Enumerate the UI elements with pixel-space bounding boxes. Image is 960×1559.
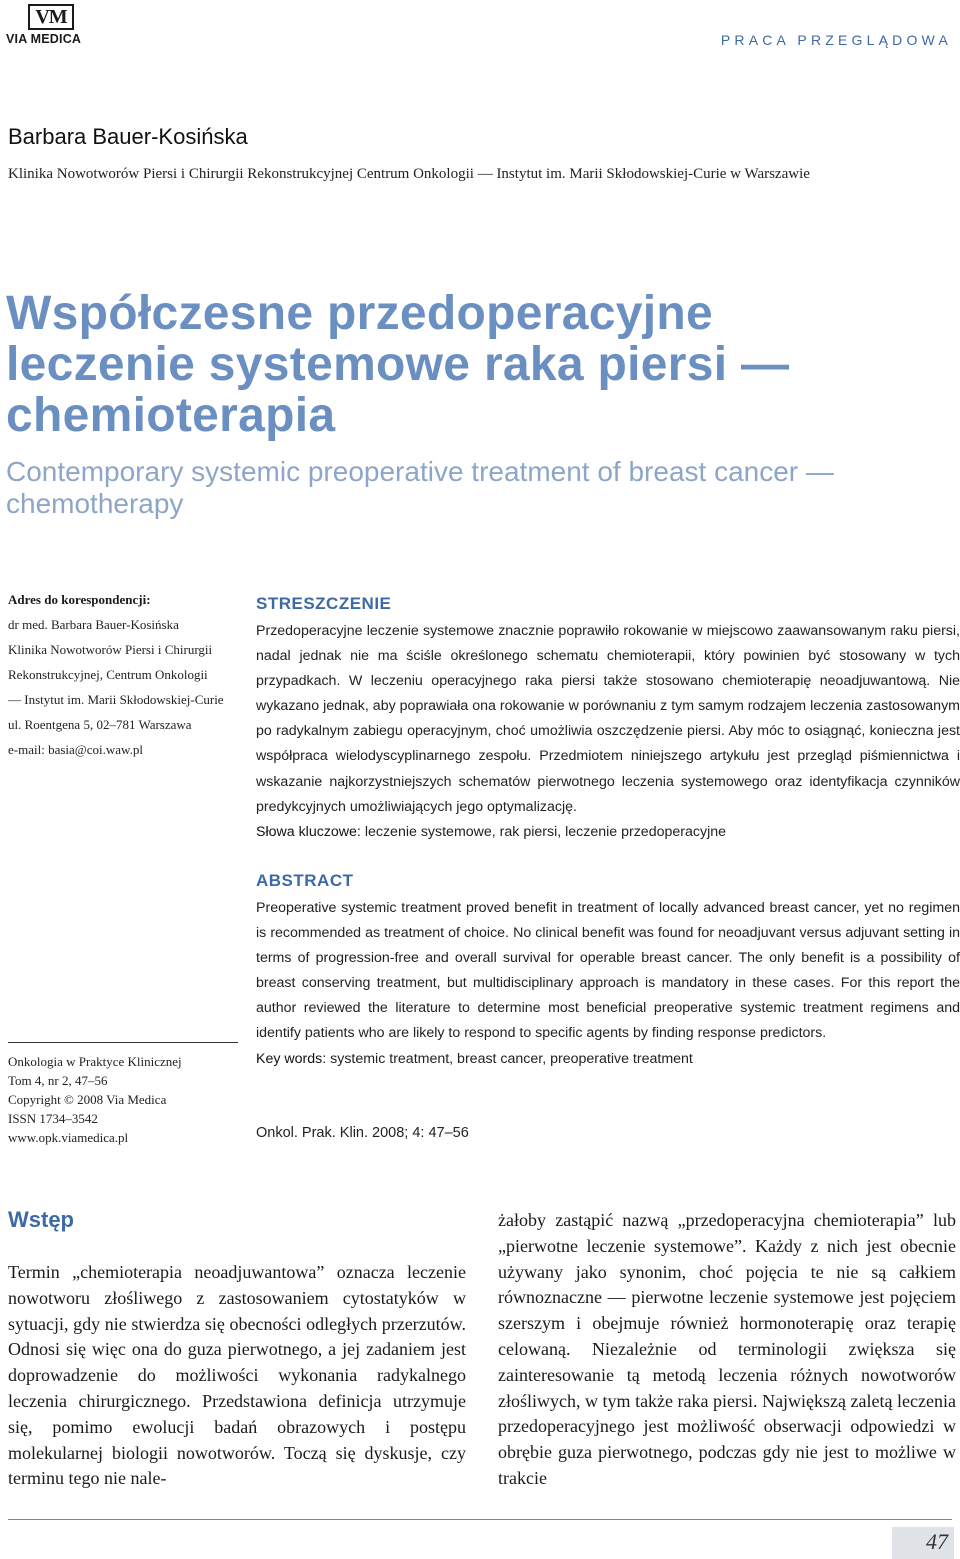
streszczenie-text: Przedoperacyjne leczenie systemowe znacznie poprawiło rokowanie w miejscowo zaawansowanym raku piersi, nadal jednak nie ma ściśle określonego schematu chemioterapii, który powinien być stosowany w tych przypadkach. W leczeniu operacyjnego raka piersi także stosowano chemioterapię neoadjuwantową. Nie wykazano jednak, aby poprawiała ona rokowanie w porównaniu z tym samym rodzajem leczenia zastosowanym po radykalnym zabiegu operacyjnym, choć umożliwia oszczędzenie piersi. Aby móc to osiągnąć, konieczna jest współpraca wielodyscyplinarnego zespołu. Przedmiotem niniejszego artykułu jest przegląd piśmiennictwa i wskazanie najkorzystniejszych schematów pierwotnego leczenia systemowego oraz identyfikacja czynników predykcyjnych umożliwiających jego optymalizację. — [256, 623, 960, 815]
abstract-text: Preoperative systemic treatment proved benefit in treatment of locally advanced breast cancer, yet no regimen is recommended as treatment of choice. No clinical benefit was found for neoadjuvant versus adjuvant setting in terms of progression-free and overall survival for operable breast cancer. The only benefit is a possibility of breast conserving treatment, but multidisciplinary approach is mandatory in these cases. For this report the author reviewed the literature to determine most beneficial preoperative systemic treatment regimens and identify patients who are likely to respond to specific agents by finding response predictors. — [256, 900, 960, 1042]
correspondence-line: ul. Roentgena 5, 02–781 Warszawa — [8, 717, 192, 732]
journal-line: Copyright © 2008 Via Medica — [8, 1092, 167, 1107]
section-label: PRACA PRZEGLĄDOWA — [720, 32, 952, 48]
correspondence-email[interactable]: e-mail: basia@coi.waw.pl — [8, 742, 143, 757]
keywords-en: systemic treatment, breast cancer, preoperative treatment — [326, 1050, 693, 1067]
author-name: Barbara Bauer-Kosińska — [8, 124, 248, 149]
page-number: 47 — [926, 1529, 948, 1554]
page-number-box — [892, 1527, 954, 1559]
correspondence-heading: Adres do korespondencji: — [8, 592, 151, 607]
article-title-en: Contemporary systemic preoperative treatment of breast cancer — chemotherapy — [6, 456, 834, 519]
journal-url[interactable]: www.opk.viamedica.pl — [8, 1130, 129, 1145]
journal-line: Tom 4, nr 2, 47–56 — [8, 1073, 108, 1088]
keywords-label-en: Key words: — [256, 1050, 327, 1067]
author-affiliation: Klinika Nowotworów Piersi i Chirurgii Rekonstrukcyjnej Centrum Onkologii — Instytut im. Marii Skłodowskiej-Curie w Warszawie — [8, 166, 810, 182]
correspondence-line: Klinika Nowotworów Piersi i Chirurgii — [8, 642, 213, 657]
abstract-body — [256, 896, 960, 1072]
correspondence-line: — Instytut im. Marii Skłodowskiej-Curie — [8, 692, 224, 707]
correspondence-line: dr med. Barbara Bauer-Kosińska — [8, 617, 179, 632]
citation: Onkol. Prak. Klin. 2008; 4: 47–56 — [256, 1125, 469, 1141]
body-column-right: żałoby zastąpić nazwą „przedoperacyjna chemioterapia” lub „pierwotne leczenie systemowe”. Każdy z nich jest obecnie używany jako synonim, choć pojęcia te nie są całkiem równoznaczne — pierwotne leczenie systemowe jest pojęciem szerszym i obejmuje również hormonoterapię oraz terapię celowaną. Niezależnie od terminologii zwiększa się zainteresowanie tą metodą leczenia różnych nowotworów złośliwych, w tym także raka piersi. Największą zaletą leczenia przedoperacyjnego jest możliwość obserwacji odpowiedzi w obrębie guza pierwotnego, podczas gdy nie jest to możliwe w trakcie — [498, 1210, 956, 1488]
streszczenie-body — [256, 619, 960, 845]
journal-line: ISSN 1734–3542 — [8, 1111, 98, 1126]
keywords-label-pl: Słowa kluczowe: — [256, 823, 361, 840]
body-column-left: Termin „chemioterapia neoadjuwantowa” oznacza leczenie nowotworu złośliwego z zastosowaniem cytostatyków w sytuacji, gdy nie stwierdza się obecności odległych przerzutów. Odnosi się więc ona do guza pierwotnego, a jej zadaniem jest doprowadzenie do możliwości wykonania radykalnego leczenia chirurgicznego. Przedstawiona definicja utrzymuje się, pomimo ewolucji badań obrazowych i postępu molekularnej biologii nowotworów. Toczą się dyskusje, czy terminu tego nie nale- — [8, 1262, 466, 1489]
abstract-heading: ABSTRACT — [256, 871, 354, 890]
journal-line: Onkologia w Praktyce Klinicznej — [8, 1054, 182, 1069]
article-title-pl: Współczesne przedoperacyjne leczenie systemowe raka piersi — chemioterapia — [6, 287, 790, 442]
correspondence-line: Rekonstrukcyjnej, Centrum Onkologii — [8, 667, 208, 682]
streszczenie-heading: STRESZCZENIE — [256, 594, 392, 613]
footer-rule — [8, 1519, 952, 1520]
logo-text: VIA MEDICA — [6, 32, 82, 46]
keywords-pl: leczenie systemowe, rak piersi, leczenie przedoperacyjne — [360, 823, 726, 840]
journal-separator — [8, 1042, 238, 1043]
logo-mark: VM — [28, 4, 74, 30]
publisher-logo — [6, 4, 98, 50]
section-heading-intro: Wstęp — [8, 1207, 74, 1232]
